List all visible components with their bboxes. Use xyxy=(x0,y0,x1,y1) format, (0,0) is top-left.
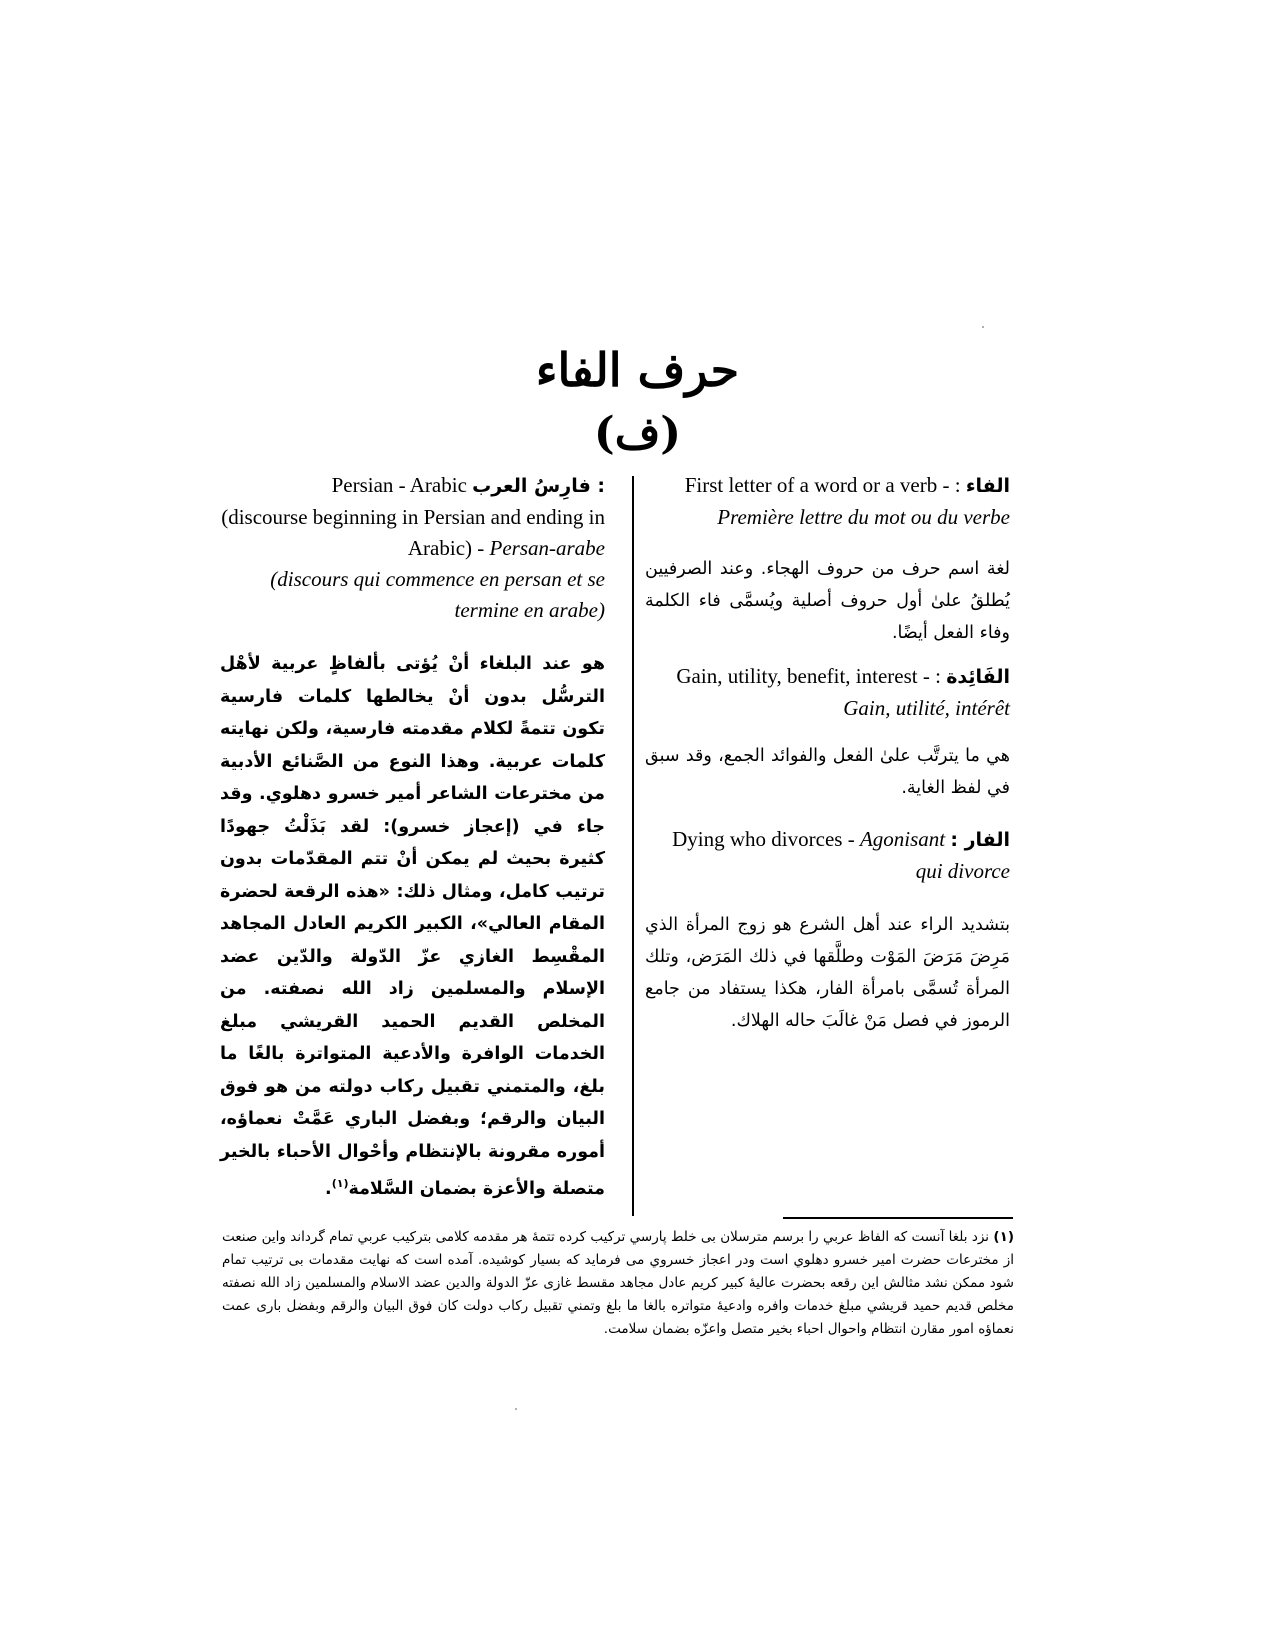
entry-al-faida-english: Gain, utility, benefit, interest - : xyxy=(676,664,941,688)
footnote-number: (١) xyxy=(993,1229,1014,1245)
entry-al-far-french-continued: qui divorce xyxy=(915,859,1010,883)
title-block xyxy=(0,340,1275,464)
entry-al-faida-header xyxy=(645,661,1010,724)
page-title: حرف الفاء xyxy=(535,343,740,397)
entry-al-fa-term: الفاء xyxy=(965,475,1010,497)
entry-faris-definition xyxy=(220,648,605,1205)
left-column xyxy=(220,470,605,1217)
entry-al-faida-term: الفَائِدة xyxy=(946,666,1010,688)
entry-faris-term: فارِسُ العرب : xyxy=(472,475,605,497)
entry-al-far-term: : الفار xyxy=(950,829,1010,851)
entry-al-far-header xyxy=(645,824,1010,887)
entry-al-fa-french: Première lettre du mot ou du verbe xyxy=(717,505,1010,529)
entry-al-fa-english: First letter of a word or a verb - : xyxy=(684,473,961,497)
entry-al-faida-definition: هي ما يترتَّب علىٰ الفعل والفوائد الجمع، وقد سبق في لفظ الغاية. xyxy=(645,746,1010,798)
page-subtitle: (ف) xyxy=(593,408,682,459)
footnote-rule xyxy=(783,1217,1013,1219)
footnote-reference: (١) xyxy=(331,1177,349,1190)
entry-faris-english-desc: (discourse beginning in Persian and ending in Arabic) - xyxy=(221,505,605,560)
entry-al-far-french-inline: Agonisant xyxy=(859,827,946,851)
scan-speck xyxy=(982,326,984,328)
column-divider xyxy=(632,476,634,1216)
footnote-text: نزد بلغا آنست كه الفاظ عربي را برسم مترسلان بى خلط پارسي تركيب كرده تتمهٔ هر مقدمه كلامى بتركيب عربي تمام گرداند واين صنعت از مخترعات حضرت امير خسرو دهلوي است ودر اعجاز خسروي مى فرمايد كه بسيار كوشيده. آمده است كه نهايت مقدمات بى ترتيب تمام شود ممكن نشد مثالش اين رقعه بحضرت عاليهٔ كبير كريم عادل مجاهد مقسط غازى عزّ الدولة والدين عضد الاسلام والمسلمين زاد الله نصفته مخلص قديم حميد قريشي مبلغ خدمات وافره وادعيهٔ متواتره بالغا ما بلغ وتمني تقبيل ركاب دولت كان فوق البيان والرقم وبفضل بارى عمت نعماؤه امور مقارن انتظام واحوال احباء بخير متصل واعزّه بضمان سلامت. xyxy=(222,1229,1014,1337)
entry-faris-french-label: Persan-arabe xyxy=(489,536,605,560)
definition-end-mark: . xyxy=(325,1178,332,1199)
entry-faris-al-arab-header xyxy=(220,470,605,626)
entry-al-far-definition: بتشديد الراء عند أهل الشرع هو زوج المرأة الذي مَرِضَ مَرَضَ المَوْت وطلَّقها في ذلك المَرَض، وتلك المرأة تُسمَّى بامرأة الفار، هكذا يستفاد من جامع الرموز في فصل مَنْ غالَبَ حاله الهلاك. xyxy=(645,915,1010,1031)
entry-al-fa-header xyxy=(645,470,1010,533)
scan-speck xyxy=(515,1408,517,1410)
entry-al-far-english: Dying who divorces - xyxy=(672,827,855,851)
right-column xyxy=(645,470,1010,1049)
entry-faris-french-desc: (discours qui commence en persan et se termine en arabe) xyxy=(270,567,605,622)
entry-al-faida-french: Gain, utilité, intérêt xyxy=(843,696,1010,720)
footnote xyxy=(222,1226,1014,1341)
entry-al-fa-definition: لغة اسم حرف من حروف الهجاء. وعند الصرفيين يُطلقُ علىٰ أول حروف أصلية ويُسمَّى فاء الكلمة وفاء الفعل أيضًا. xyxy=(645,559,1010,643)
entry-faris-english: Persian - Arabic xyxy=(331,473,467,497)
entry-faris-definition-text: هو عند البلغاء أنْ يُؤتى بألفاظٍ عربية لأهْل الترسُّل بدون أنْ يخالطها كلمات فارسية تكون تتمةً لكلام مقدمته فارسية، ولكن نهايته كلمات عربية. وهذا النوع من الصَّنائع الأدبية من مخترعات الشاعر أمير خسرو دهلوي. وقد جاء في (إعجاز خسرو): لقد بَذَلْتُ جهودًا كثيرة بحيث لم يمكن أنْ تتم المقدّمات بدون ترتيب كامل، ومثال ذلك: «هذه الرقعة لحضرة المقام العالي»، الكبير الكريم العادل المجاهد المقْسِط الغازي عزّ الدّولة والدّين عضد الإسلام والمسلمين زاد الله نصفته. من المخلص القديم الحميد القريشي مبلغ الخدمات الوافرة والأدعية المتواترة بالغًا ما بلغ، والمتمني تقبيل ركاب دولته من هو فوق البيان والرقم؛ وبفضل الباري عَمَّتْ نعماؤه، أموره مقرونة بالإنتظام وأحْوال الأحباء بالخير متصلة والأعزة بضمان السَّلامة xyxy=(220,654,605,1199)
